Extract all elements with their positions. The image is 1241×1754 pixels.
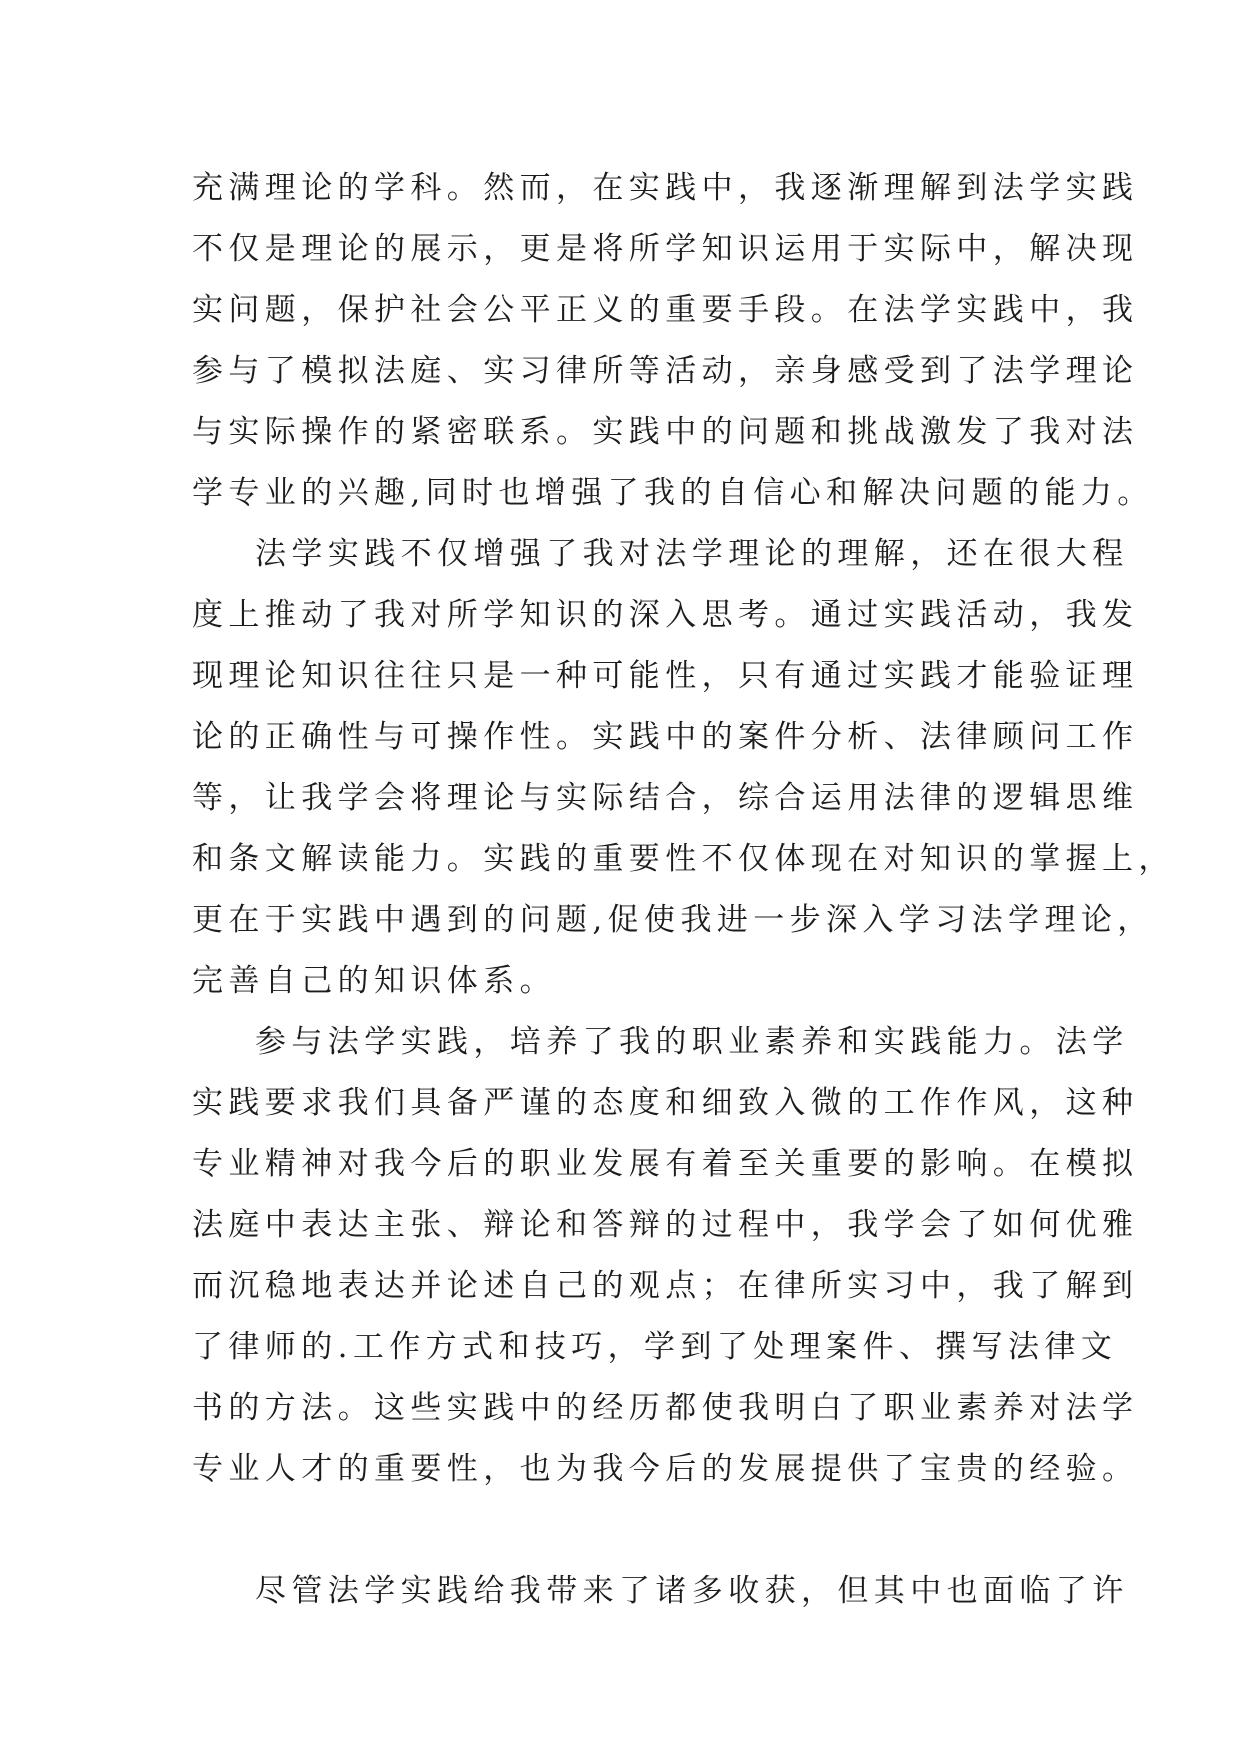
text-line: 法学实践不仅增强了我对法学理论的理解，还在很大程 — [255, 536, 1129, 572]
text-line: 法庭中表达主张、辩论和答辩的过程中，我学会了如何优雅 — [192, 1207, 1139, 1243]
text-line: 参与了模拟法庭、实习律所等活动，亲身感受到了法学理论 — [192, 353, 1139, 389]
text-line: 等，让我学会将理论与实际结合，综合运用法律的逻辑思维 — [192, 780, 1139, 816]
text-line: 论的正确性与可操作性。实践中的案件分析、法律顾问工作 — [192, 719, 1139, 755]
text-line: 学专业的兴趣,同时也增强了我的自信心和解决问题的能力。 — [192, 475, 1154, 511]
text-line: 而沉稳地表达并论述自己的观点；在律所实习中，我了解到 — [192, 1268, 1139, 1304]
paragraph-3 — [192, 1012, 1139, 1500]
text-line: 实问题，保护社会公平正义的重要手段。在法学实践中，我 — [192, 292, 1139, 328]
text-line: 现理论知识往往只是一种可能性，只有通过实践才能验证理 — [192, 658, 1139, 694]
text-line: 参与法学实践，培养了我的职业素养和实践能力。法学 — [255, 1024, 1129, 1060]
text-line: 更在于实践中遇到的问题,促使我进一步深入学习法学理论， — [192, 902, 1154, 938]
document-body — [192, 158, 1175, 1622]
text-line: 了律师的.工作方式和技巧，学到了处理案件、撰写法律文 — [192, 1329, 1118, 1365]
text-line: 专业精神对我今后的职业发展有着至关重要的影响。在模拟 — [192, 1146, 1139, 1182]
text-line: 不仅是理论的展示，更是将所学知识运用于实际中，解决现 — [192, 231, 1139, 267]
text-line: 完善自己的知识体系。 — [192, 963, 556, 999]
paragraph-spacer — [192, 1500, 1052, 1561]
text-line: 专业人才的重要性，也为我今后的发展提供了宝贵的经验。 — [192, 1451, 1139, 1487]
text-line: 充满理论的学科。然而，在实践中，我逐渐理解到法学实践 — [192, 170, 1139, 206]
text-line: 与实际操作的紧密联系。实践中的问题和挑战激发了我对法 — [192, 414, 1139, 450]
paragraph-1 — [192, 158, 1154, 524]
text-line: 度上推动了我对所学知识的深入思考。通过实践活动，我发 — [192, 597, 1139, 633]
text-line: 书的方法。这些实践中的经历都使我明白了职业素养对法学 — [192, 1390, 1139, 1426]
text-line: 尽管法学实践给我带来了诸多收获，但其中也面临了许 — [255, 1573, 1129, 1609]
paragraph-2 — [192, 524, 1175, 1012]
text-line: 实践要求我们具备严谨的态度和细致入微的工作作风，这种 — [192, 1085, 1139, 1121]
paragraph-4 — [192, 1561, 1129, 1622]
text-line: 和条文解读能力。实践的重要性不仅体现在对知识的掌握上， — [192, 841, 1175, 877]
